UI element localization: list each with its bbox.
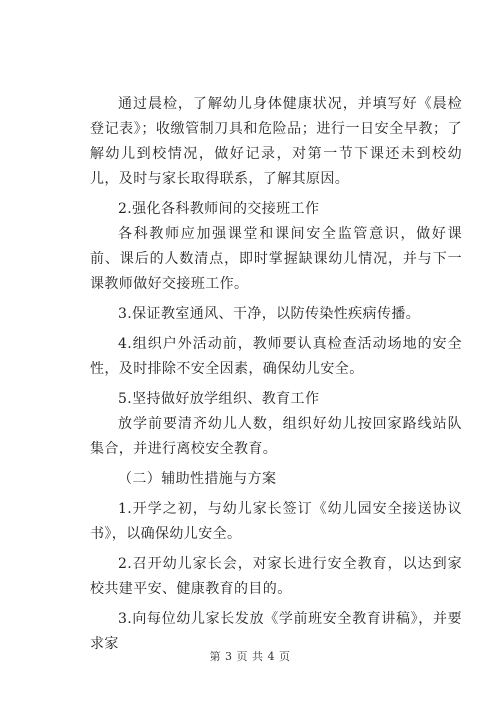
- item-heading-2: 2.强化各科教师间的交接班工作: [118, 201, 320, 217]
- item-paragraph-aux-2: 2.召开幼儿家长会，对家长进行安全教育，以达到家校共建平安、健康教育的目的。: [90, 556, 462, 597]
- item-paragraph-4: 4.组织户外活动前，教师要认真检查活动场地的安全性，及时排除不安全因素，确保幼儿安全。: [90, 336, 462, 377]
- document-body: [90, 92, 462, 657]
- paragraph-morning-check: 通过晨检，了解幼儿身体健康状况，并填写好《晨检登记表》；收缴管制刀具和危险品；进行一日安全早教；了解幼儿到校情况，做好记录，对第一节下课还未到校幼儿，及时与家长取得联系，了解其原因。: [90, 96, 462, 187]
- section-heading-auxiliary: （二）辅助性措施与方案: [118, 471, 277, 487]
- paragraph-handover: 各科教师应加强课堂和课间安全监管意识，做好课前、课后的人数清点，即时掌握缺课幼儿情况，并与下一课教师做好交接班工作。: [90, 226, 462, 292]
- item-heading-5: 5.坚持做好放学组织、教育工作: [118, 391, 320, 407]
- page-number-footer: 第 3 页 共 4 页: [209, 650, 291, 663]
- paragraph-dismissal: 放学前要清齐幼儿人数，组织好幼儿按回家路线站队集合，并进行离校安全教育。: [90, 416, 462, 457]
- item-heading-3: 3.保证教室通风、干净，以防传染性疾病传播。: [118, 306, 421, 322]
- item-paragraph-aux-3: 3.向每位幼儿家长发放《学前班安全教育讲稿》，并要求家: [90, 611, 462, 652]
- item-paragraph-aux-1: 1.开学之初，与幼儿家长签订《幼儿园安全接送协议书》，以确保幼儿安全。: [90, 501, 462, 542]
